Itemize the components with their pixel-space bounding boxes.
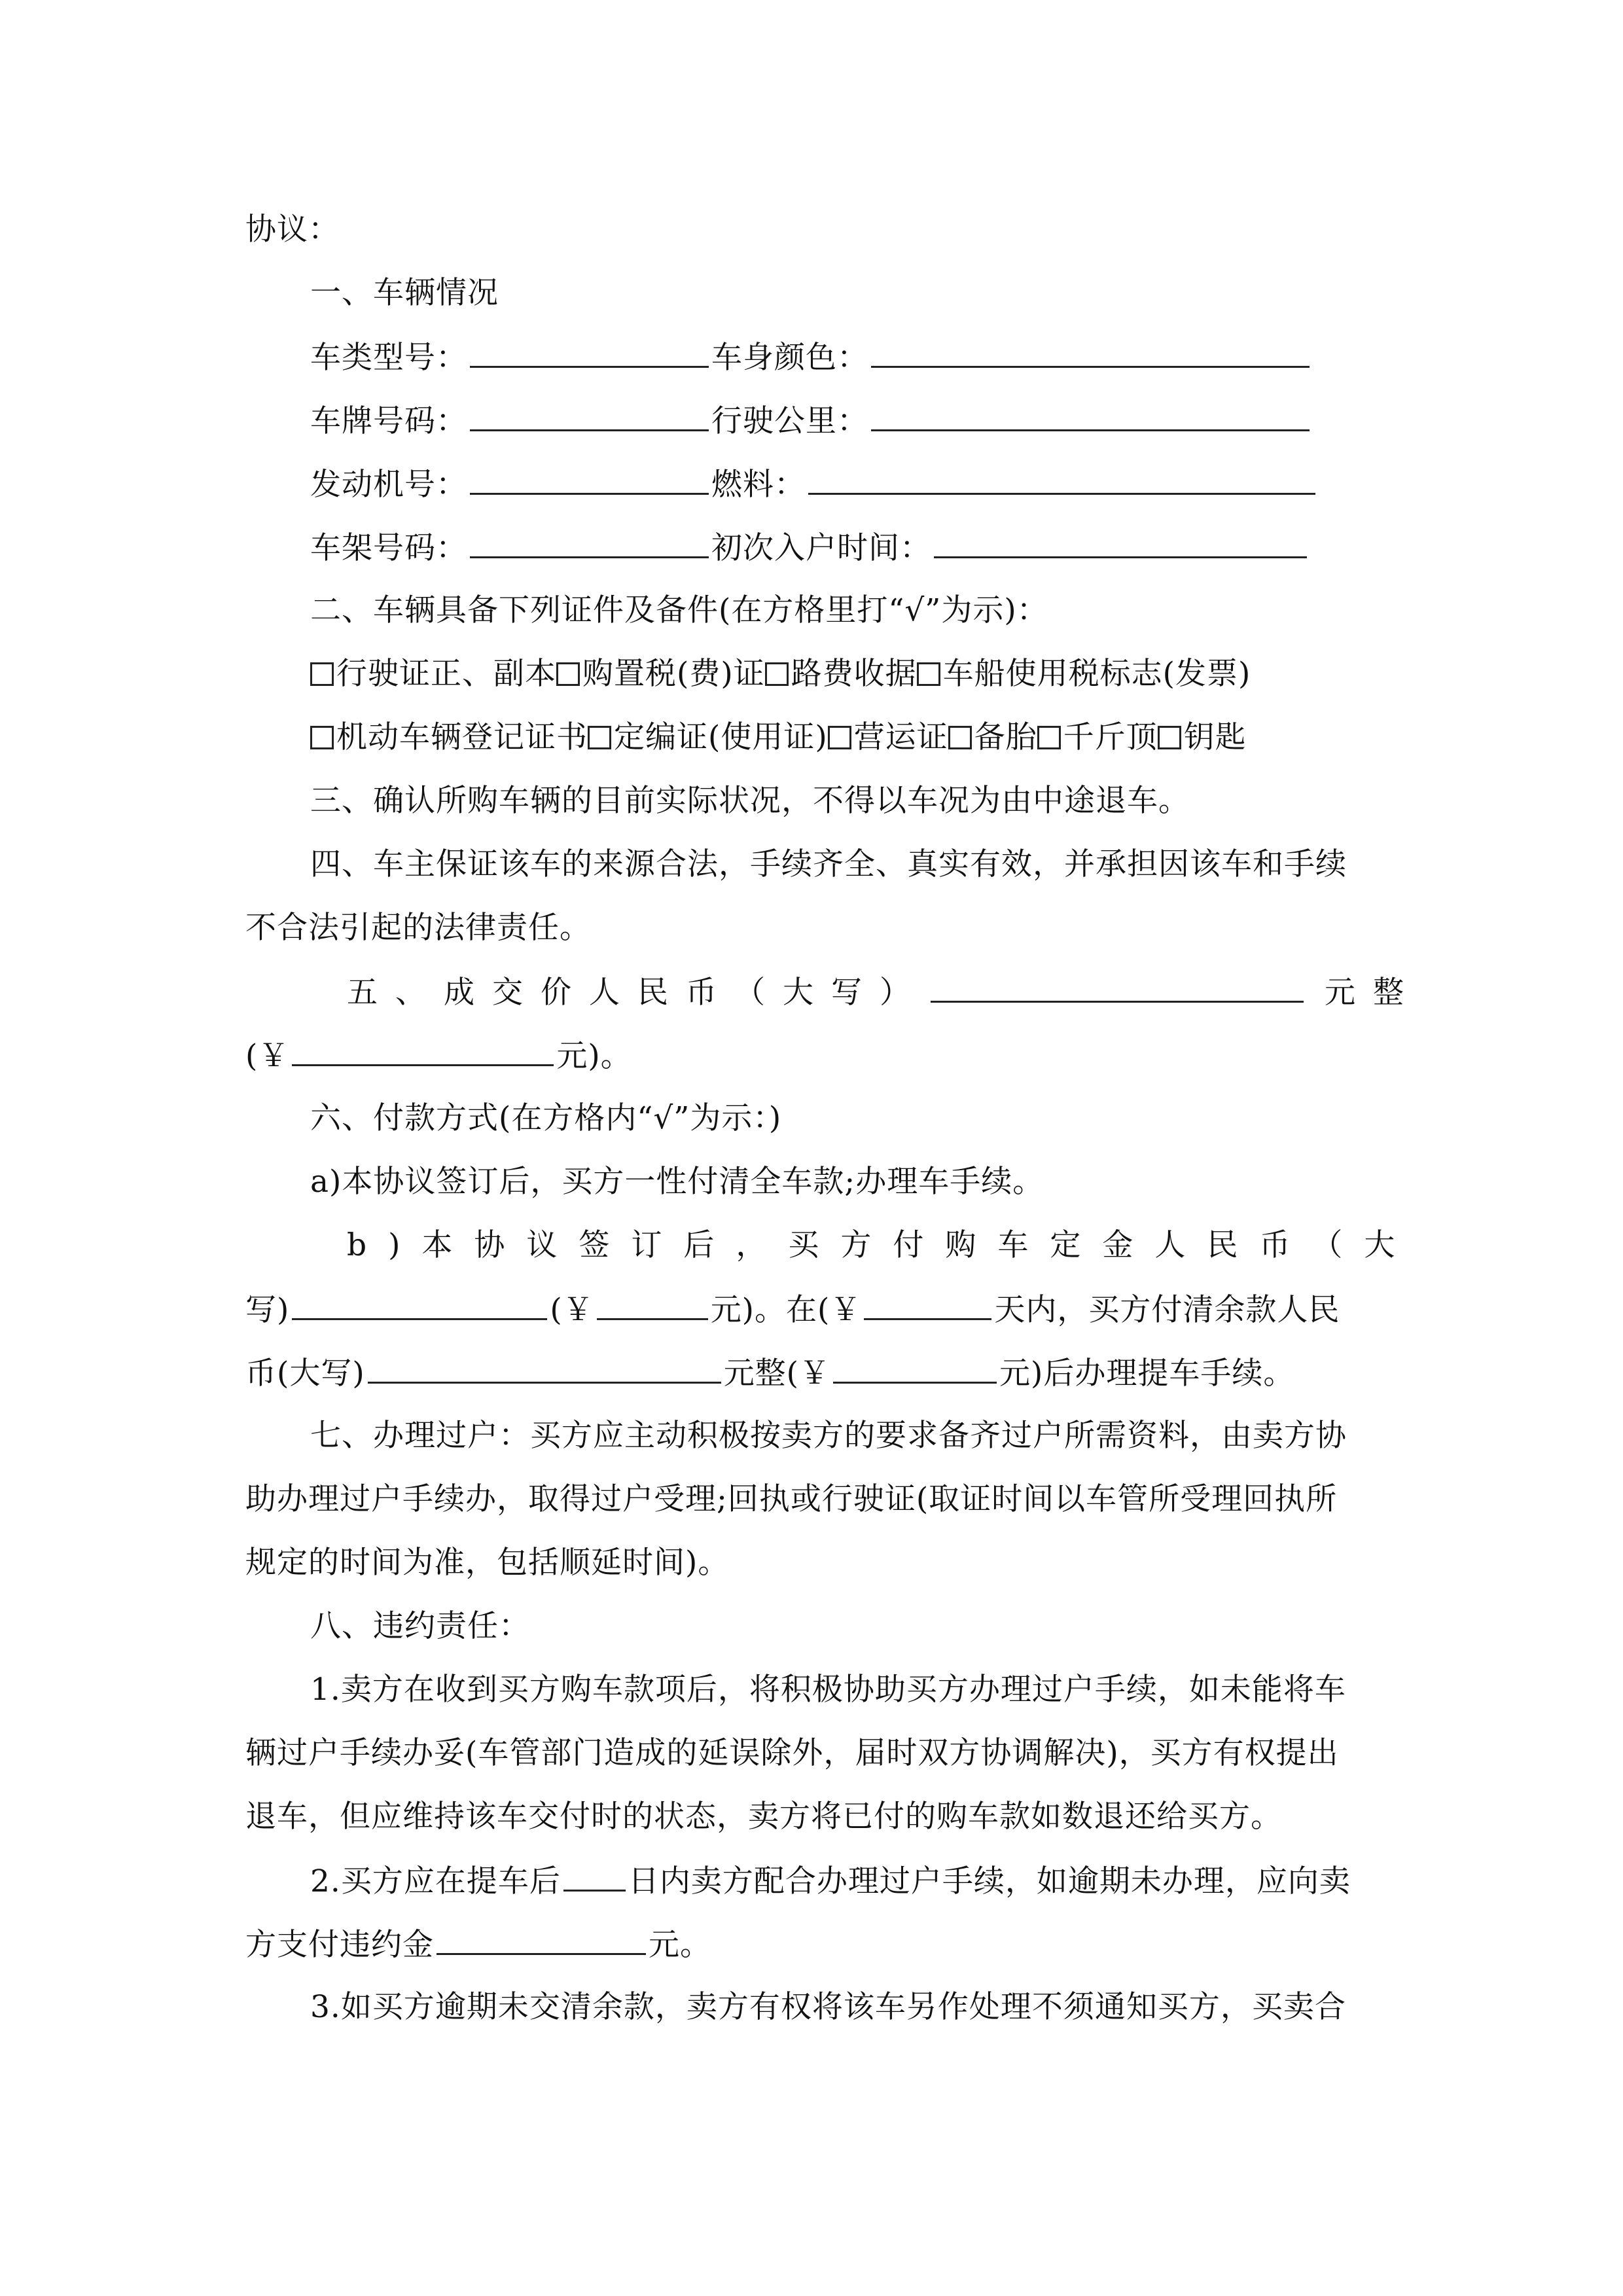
checkbox-registration-certificate[interactable]	[310, 726, 334, 749]
section-3-text: 三、确认所购车辆的目前实际状况，不得以车况为由中途退车。	[310, 783, 1190, 819]
checkbox-capacity-certificate[interactable]	[588, 726, 611, 749]
blank-price-number[interactable]	[292, 1031, 554, 1066]
checklist-item-vehicle-tax: 车船使用税标志(发票)	[942, 656, 1251, 692]
option-b-label-pickup: 元)后办理提车手续。	[999, 1355, 1295, 1391]
section-5-line-2	[245, 1031, 1378, 1079]
blank-transfer-days[interactable]	[563, 1857, 626, 1892]
section-8-clause-1-line-3: 退车，但应维持该车交付时的状态，卖方将已付的购车款如数退还给买方。	[245, 1799, 1282, 1835]
option-b-text: b)本协议签订后，买方付购车定金人民币（大	[347, 1227, 1417, 1263]
field-row-model-color	[310, 333, 1378, 380]
checkbox-jack[interactable]	[1037, 726, 1061, 749]
section-7-line-2: 助办理过户手续办，取得过户受理;回执或行驶证(取证时间以车管所受理回执所	[245, 1481, 1338, 1517]
option-b-label-balance-yen: 元整(￥	[723, 1355, 831, 1391]
field-label-engine: 发动机号：	[310, 467, 467, 503]
agreement-heading: 协议：	[245, 211, 340, 247]
blank-balance-uppercase[interactable]	[368, 1349, 721, 1384]
blank-balance-number[interactable]	[833, 1349, 997, 1384]
section-8-clause-3-line-1: 3.如买方逾期未交清余款，卖方有权将该车另作处理不须通知买方，买卖合	[310, 1989, 1346, 2025]
field-label-color: 车身颜色：	[711, 340, 868, 376]
blank-color[interactable]	[871, 333, 1310, 368]
field-row-engine-fuel	[310, 460, 1378, 507]
checklist-item-operating-license: 营运证	[853, 719, 948, 755]
blank-model[interactable]	[470, 333, 709, 368]
checkbox-driving-license[interactable]	[310, 662, 334, 686]
section-4-line-2: 不合法引起的法律责任。	[245, 910, 591, 946]
blank-days[interactable]	[864, 1285, 991, 1320]
field-label-fuel: 燃料：	[711, 467, 806, 503]
checklist-item-spare-tire: 备胎	[974, 719, 1037, 755]
field-label-mileage: 行驶公里：	[711, 403, 868, 439]
section-6-option-b-line-3	[245, 1349, 1378, 1396]
section-2-title: 二、车辆具备下列证件及备件(在方格里打“√”为示)：	[310, 592, 1048, 628]
checklist-item-driving-license: 行驶证正、副本	[336, 656, 556, 692]
section-8-clause-2-line-2	[245, 1920, 1378, 1967]
blank-deposit-number[interactable]	[597, 1285, 708, 1320]
section-4-line-1: 四、车主保证该车的来源合法，手续齐全、真实有效，并承担因该车和手续	[310, 846, 1347, 882]
section-5-price-label: 五、成交价人民币（大写）	[347, 975, 928, 1011]
checklist-item-jack: 千斤顶	[1063, 719, 1158, 755]
clause-2-transfer-text: 日内卖方配合办理过户手续，如逾期未办理，应向卖	[628, 1863, 1351, 1899]
section-1-title: 一、车辆情况	[310, 275, 499, 311]
checkbox-keys[interactable]	[1158, 726, 1181, 749]
section-6-option-b-line-1	[347, 1222, 1417, 1269]
field-label-first-registration: 初次入户时间：	[711, 530, 931, 566]
field-row-vin-registration	[310, 524, 1378, 571]
option-b-label-write: 写)	[245, 1292, 290, 1328]
field-label-vin: 车架号码：	[310, 530, 467, 566]
section-8-clause-1-line-1: 1.卖方在收到买方购车款项后，将积极协助买方办理过户手续，如未能将车	[310, 1672, 1346, 1708]
clause-2-yuan-label: 元。	[649, 1927, 711, 1963]
section-6-option-b-line-2	[245, 1285, 1378, 1333]
blank-deposit-uppercase[interactable]	[292, 1285, 547, 1320]
option-b-label-yen: (￥	[550, 1292, 594, 1328]
option-b-label-currency: 币(大写)	[245, 1355, 365, 1391]
blank-penalty-amount[interactable]	[437, 1920, 646, 1955]
checklist-item-purchase-tax: 购置税(费)证	[582, 656, 765, 692]
section-6-option-a: a)本协议签订后，买方一性付清全车款;办理车手续。	[310, 1164, 1044, 1200]
checkbox-spare-tire[interactable]	[948, 726, 972, 749]
blank-engine[interactable]	[470, 460, 709, 495]
section-6-title: 六、付款方式(在方格内“√”为示：)	[310, 1100, 782, 1136]
checklist-item-toll-receipt: 路费收据	[791, 656, 917, 692]
documents-checklist-line-2	[310, 714, 1378, 761]
blank-mileage[interactable]	[871, 397, 1310, 431]
blank-fuel[interactable]	[808, 460, 1315, 495]
option-b-label-balance: 天内，买方付清余款人民	[994, 1292, 1340, 1328]
field-label-model: 车类型号：	[310, 340, 467, 376]
field-row-plate-mileage	[310, 397, 1378, 444]
section-8-clause-1-line-2: 辆过户手续办妥(车管部门造成的延误除外，届时双方协调解决)，买方有权提出	[245, 1735, 1339, 1771]
checkbox-purchase-tax[interactable]	[556, 662, 580, 686]
checklist-item-registration-certificate: 机动车辆登记证书	[336, 719, 588, 755]
section-8-clause-2-line-1	[310, 1857, 1378, 1904]
section-7-line-3: 规定的时间为准，包括顺延时间)。	[245, 1545, 730, 1581]
blank-first-registration[interactable]	[934, 524, 1307, 558]
blank-price-uppercase[interactable]	[931, 968, 1304, 1003]
checkbox-toll-receipt[interactable]	[765, 662, 789, 686]
section-8-title: 八、违约责任：	[310, 1608, 530, 1644]
field-label-plate: 车牌号码：	[310, 403, 467, 439]
blank-plate[interactable]	[470, 397, 709, 431]
clause-2-pickup-label: 2.买方应在提车后	[310, 1863, 561, 1899]
checklist-item-keys: 钥匙	[1183, 719, 1247, 755]
checkbox-vehicle-tax[interactable]	[917, 662, 940, 686]
section-7-line-1: 七、办理过户：买方应主动积极按卖方的要求备齐过户所需资料，由卖方协	[310, 1418, 1347, 1454]
option-b-label-within: 元)。在(￥	[710, 1292, 862, 1328]
section-5-amount-prefix: (￥	[245, 1038, 290, 1074]
section-5-line-1	[347, 968, 1421, 1015]
documents-checklist-line-1	[310, 651, 1378, 698]
blank-vin[interactable]	[470, 524, 709, 558]
checklist-item-capacity-certificate: 定编证(使用证)	[614, 719, 828, 755]
checkbox-operating-license[interactable]	[828, 726, 851, 749]
section-5-yuan-label: 元整	[1325, 975, 1421, 1011]
section-5-amount-suffix: 元)。	[556, 1038, 632, 1074]
clause-2-penalty-label: 方支付违约金	[245, 1927, 434, 1963]
